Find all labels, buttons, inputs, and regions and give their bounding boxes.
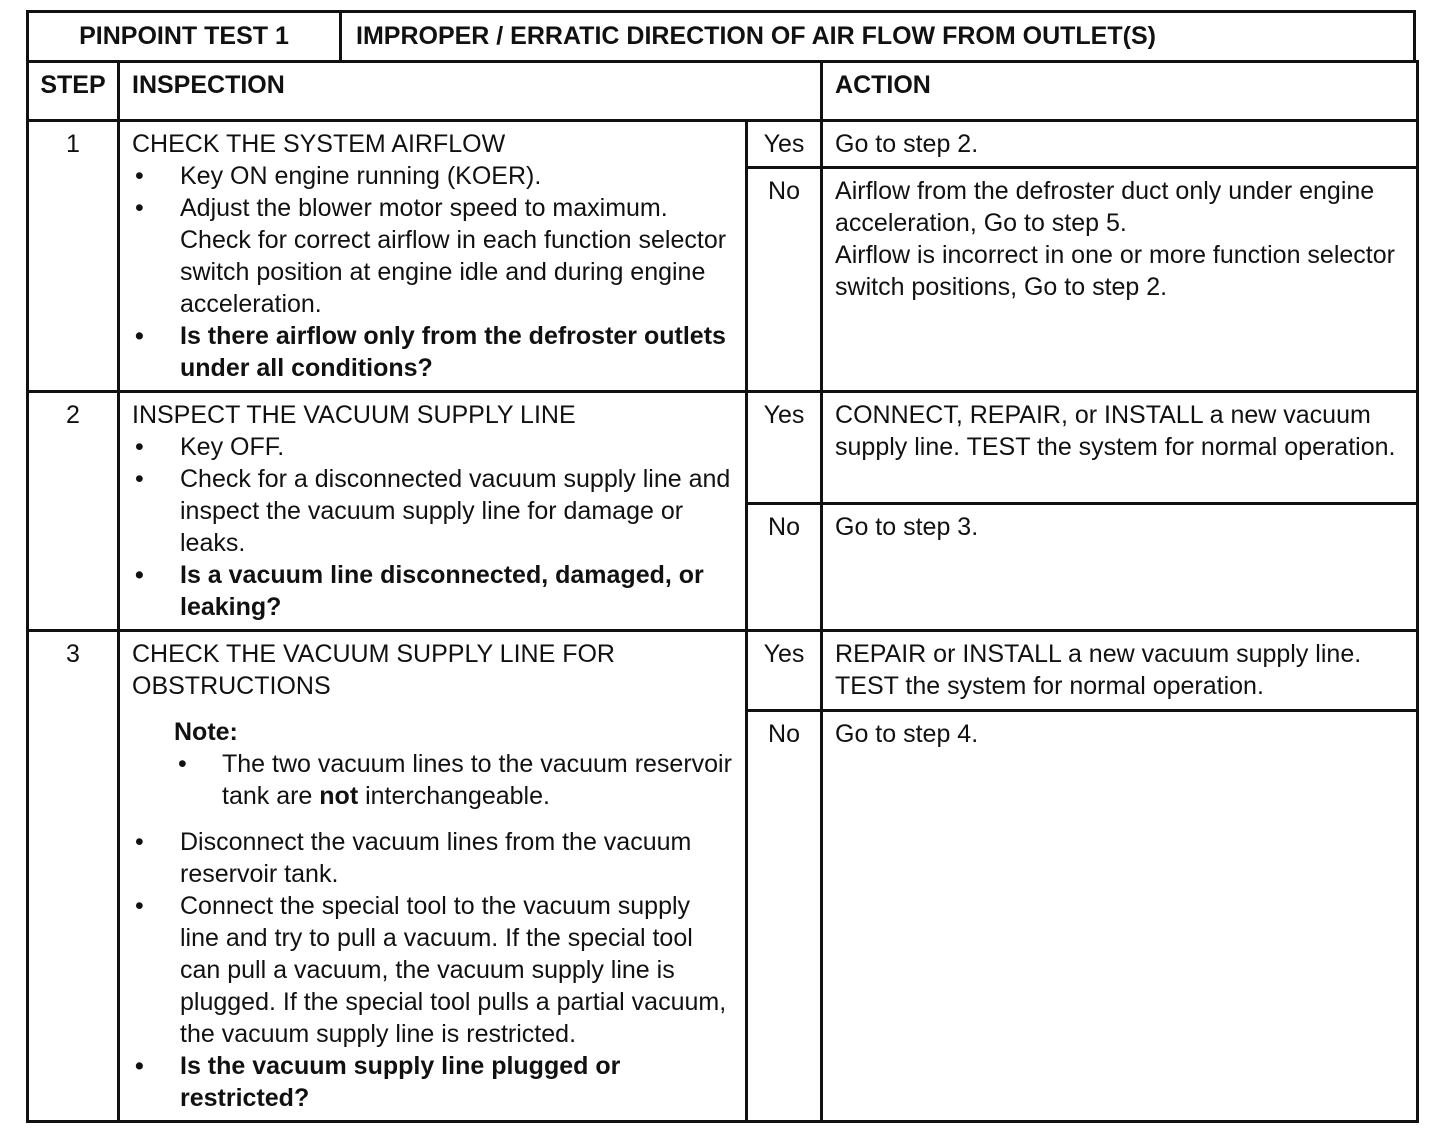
note-emphasis: not [319,782,359,810]
note-text: interchangeable. [358,782,550,810]
pinpoint-table [26,60,1419,1123]
no-action: Go to step 3. [822,504,1418,631]
step-question: • Is a vacuum line disconnected, damaged, or leaking? [132,559,735,623]
note-item [174,748,735,812]
yes-label: Yes [747,392,822,504]
note-box [174,716,735,812]
table-header-row [28,62,1418,121]
header-action: ACTION [822,62,1418,121]
yes-action: CONNECT, REPAIR, or INSTALL a new vacuum supply line. TEST the system for normal operation. [822,392,1418,504]
title-row [26,10,1416,60]
step-number: 2 [28,392,119,631]
step-1-inspection [119,121,747,392]
no-label: No [747,711,822,1122]
step-bullets [132,431,735,623]
step-question: • Is the vacuum supply line plugged or restricted? [132,1050,735,1114]
bullet-item: • Adjust the blower motor speed to maximum. Check for correct airflow in each function selector switch position at engine idle and during engine acceleration. [132,192,735,320]
note-bullets [174,748,735,812]
pinpoint-test-document [26,10,1416,1123]
header-step: STEP [28,62,119,121]
test-label: PINPOINT TEST 1 [29,13,342,60]
yes-label: Yes [747,121,822,168]
step-bullets [132,826,735,1114]
step-bullets [132,160,735,384]
no-action-line: Airflow is incorrect in one or more function selector switch positions, Go to step 2. [835,241,1395,301]
step-1-yes-row [28,121,1418,168]
no-action-line: Airflow from the defroster duct only under engine acceleration, Go to step 5. [835,177,1375,237]
no-action: Go to step 4. [822,711,1418,1122]
no-action [822,168,1418,392]
step-heading: INSPECT THE VACUUM SUPPLY LINE [132,401,576,429]
bullet-item: • Disconnect the vacuum lines from the vacuum reservoir tank. [132,826,735,890]
step-number: 3 [28,631,119,1122]
bullet-item: • Check for a disconnected vacuum supply line and inspect the vacuum supply line for damage or leaks. [132,463,735,559]
step-2-inspection [119,392,747,631]
step-heading: CHECK THE SYSTEM AIRFLOW [132,130,506,158]
step-heading: CHECK THE VACUUM SUPPLY LINE FOR OBSTRUCTIONS [132,640,615,700]
bullet-item: • Connect the special tool to the vacuum supply line and try to pull a vacuum. If the special tool can pull a vacuum, the vacuum supply line is plugged. If the special tool pulls a partial vacuum, the vacuum supply line is restricted. [132,890,735,1050]
header-inspection: INSPECTION [119,62,822,121]
note-text: The two vacuum lines to the vacuum reservoir tank are [222,750,732,810]
yes-action: Go to step 2. [822,121,1418,168]
step-3-inspection [119,631,747,1122]
no-label: No [747,504,822,631]
step-3-yes-row [28,631,1418,711]
step-number: 1 [28,121,119,392]
bullet-item: • Key ON engine running (KOER). [132,160,735,192]
no-label: No [747,168,822,392]
note-title: Note: [174,718,238,746]
test-description: IMPROPER / ERRATIC DIRECTION OF AIR FLOW FROM OUTLET(S) [356,22,1156,50]
step-question: • Is there airflow only from the defroster outlets under all conditions? [132,320,735,384]
step-2-yes-row [28,392,1418,504]
bullet-item: • Key OFF. [132,431,735,463]
yes-label: Yes [747,631,822,711]
yes-action: REPAIR or INSTALL a new vacuum supply line. TEST the system for normal operation. [822,631,1418,711]
